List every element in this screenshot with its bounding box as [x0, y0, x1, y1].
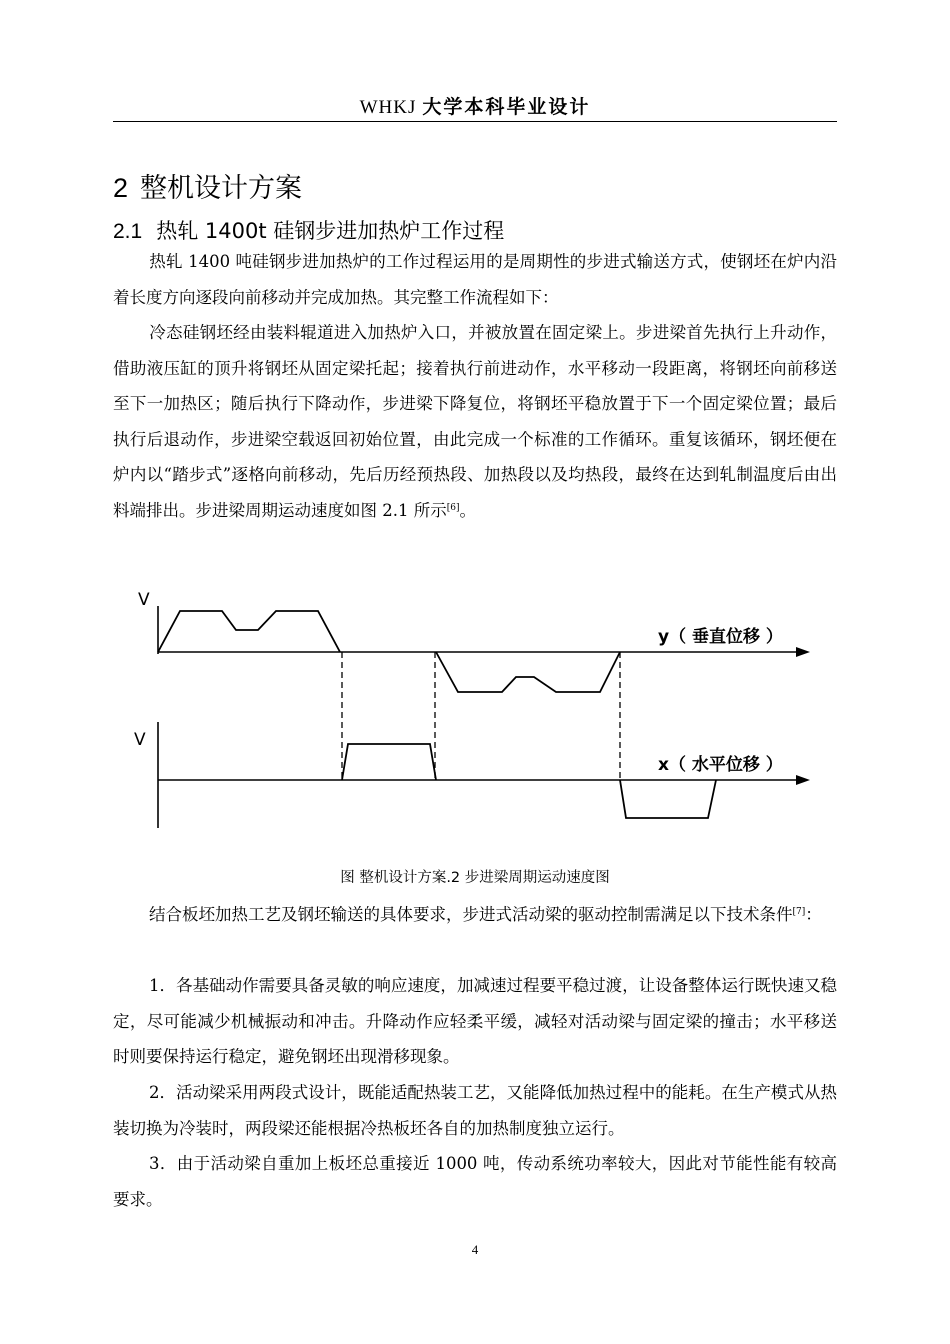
paragraph-3-text: 结合板坯加热工艺及钢坯输送的具体要求，步进式活动梁的驱动控制需满足以下技术条件 — [149, 905, 793, 924]
paragraph-1 — [113, 244, 837, 315]
paragraph-5 — [113, 1075, 837, 1146]
paragraph-6-text: 3．由于活动梁自重加上板坯总重接近 1000 吨，传动系统功率较大，因此对节能性能有较高要求。 — [113, 1154, 837, 1209]
top-axis-arrow — [796, 647, 810, 657]
chapter-title: 整机设计方案 — [140, 173, 303, 204]
paragraph-2 — [113, 315, 837, 528]
vertical-rise-curve — [158, 611, 340, 652]
top-axis-label: y（ 垂直位移 ） — [658, 627, 783, 647]
chapter-heading — [113, 168, 302, 209]
citation-7: [7] — [792, 907, 806, 917]
top-axis-v-label: V — [138, 590, 150, 610]
bottom-axis-v-label: V — [134, 730, 146, 750]
horizontal-forward-curve — [342, 744, 436, 780]
figure-caption: 图 整机设计方案.2 步进梁周期运动速度图 — [340, 870, 610, 886]
citation-6: [6] — [446, 502, 460, 513]
paragraph-1-text: 热轧 1400 吨硅钢步进加热炉的工作过程运用的是周期性的步进式输送方式，使钢坯在炉内沿着长度方向逐段向前移动并完成加热。其完整工作流程如下： — [113, 252, 837, 307]
header-code: WHKJ — [359, 97, 417, 118]
bottom-axis-label: x（ 水平位移 ） — [658, 755, 783, 775]
page-number: 4 — [471, 1242, 479, 1257]
header-title: 大学本科毕业设计 — [422, 96, 591, 118]
paragraph-3-end: ： — [805, 905, 822, 924]
paragraph-2-text: 冷态硅钢坯经由装料辊道进入加热炉入口，并被放置在固定梁上。步进梁首先执行上升动作，借助液压缸的顶升将钢坯从固定梁托起；接着执行前进动作，水平移动一段距离，将钢坯向前移送至下一加热区；随后执行下降动作，步进梁下降复位，将钢坯平稳放置于下一个固定梁位置；最后执行后退动作，步进梁空载返回初始位置，由此完成一个标准的工作循环。重复该循环，钢坯便在炉内以“踏步式”逐格向前移动，先后历经预热段、加热段以及均热段，最终在达到轧制温度后由出料端排出。步进梁周期运动速度如图 2.1 所示 — [113, 323, 837, 520]
paragraph-2-end: 。 — [459, 500, 476, 520]
vertical-fall-curve — [436, 652, 620, 692]
paragraph-5-text: 2．活动梁采用两段式设计，既能适配热装工艺，又能降低加热过程中的能耗。在生产模式从热装切换为冷装时，两段梁还能根据冷热板坯各自的加热制度独立运行。 — [113, 1083, 837, 1138]
paragraph-4-text: 1．各基础动作需要具备灵敏的响应速度，加减速过程要平稳过渡，让设备整体运行既快速又稳定，尽可能减少机械振动和冲击。升降动作应轻柔平缓，减轻对活动梁与固定梁的撞击；水平移送时则要保持运行稳定，避免钢坯出现滑移现象。 — [113, 976, 837, 1066]
velocity-diagram — [130, 580, 820, 840]
page-header — [113, 92, 837, 122]
paragraph-3 — [113, 897, 837, 933]
velocity-diagram-svg — [130, 580, 820, 840]
chapter-number: 2 — [113, 173, 129, 203]
paragraph-6 — [113, 1146, 837, 1217]
section-number: 2.1 — [113, 220, 143, 243]
header-rule — [113, 121, 837, 122]
paragraph-4 — [113, 968, 837, 1075]
section-title: 热轧 1400t 硅钢步进加热炉工作过程 — [156, 219, 505, 243]
horizontal-return-curve — [620, 780, 716, 818]
bottom-axis-arrow — [796, 775, 810, 785]
